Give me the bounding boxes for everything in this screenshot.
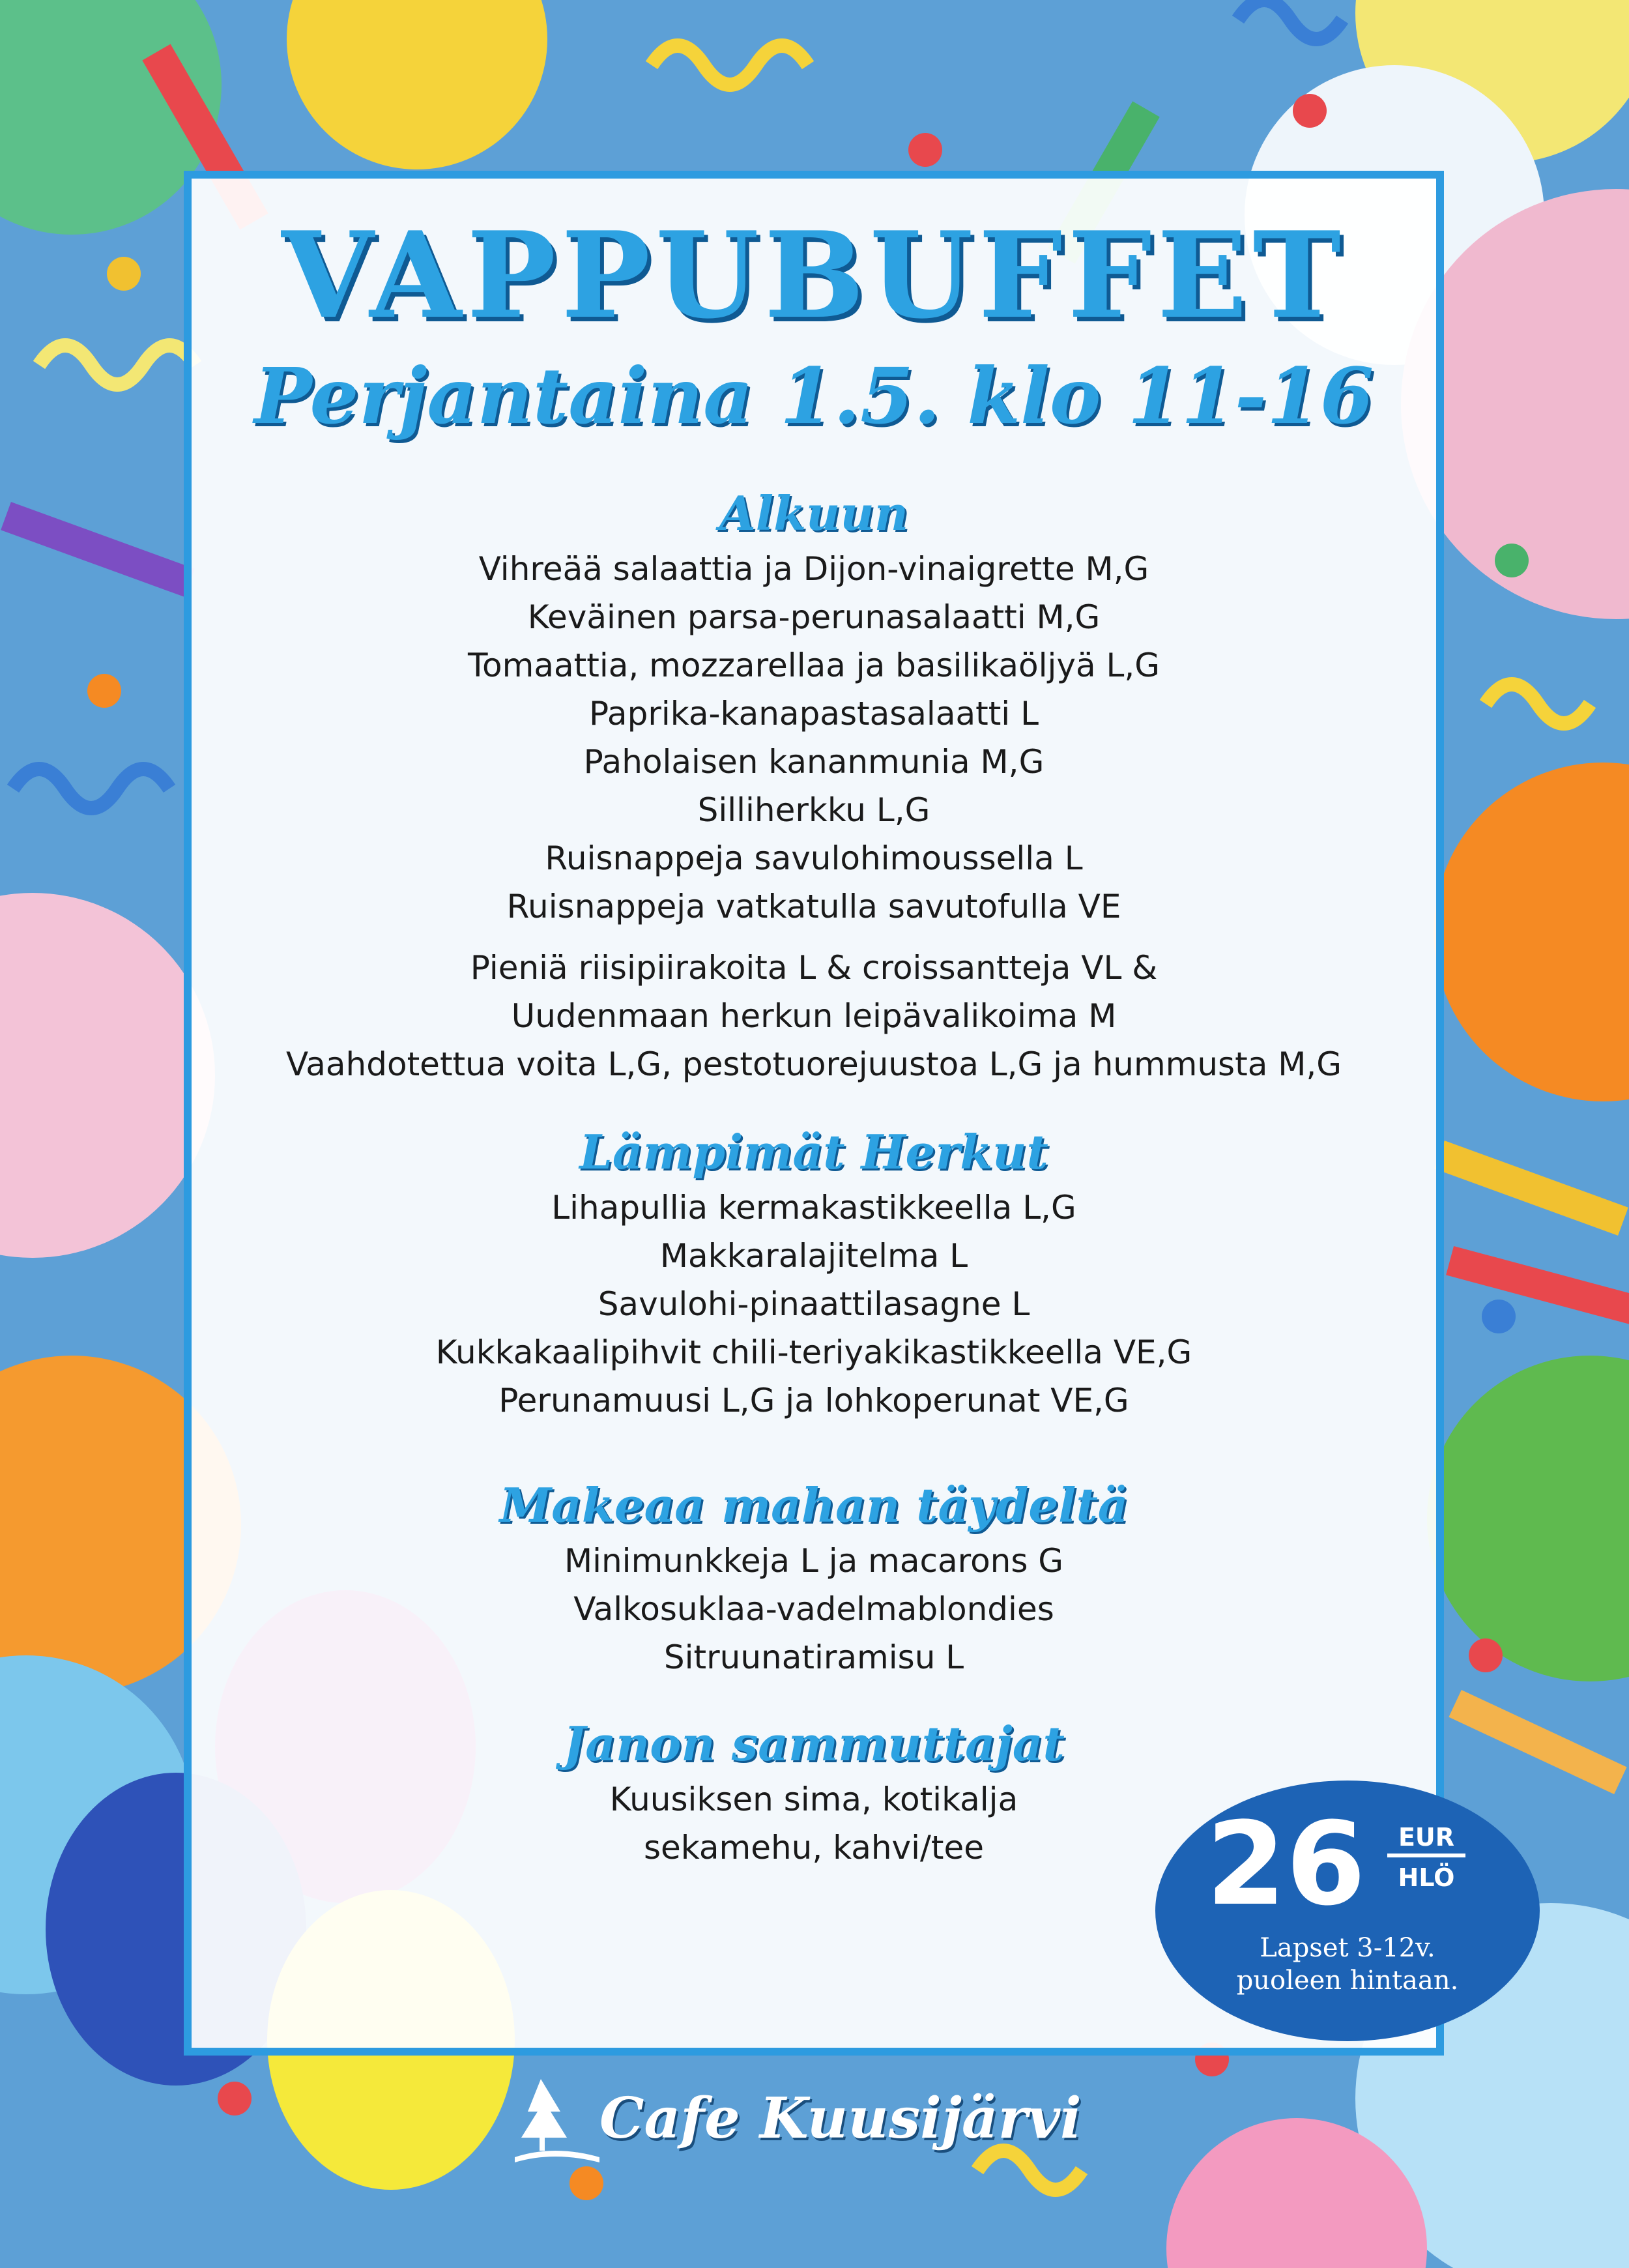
menu-item: Valkosuklaa-vadelmablondies bbox=[573, 1590, 1054, 1628]
kids-price-note bbox=[1181, 1932, 1514, 1997]
candy bbox=[1293, 94, 1327, 128]
poster-subtitle: Perjantaina 1.5. klo 11-16 bbox=[253, 351, 1374, 441]
candy bbox=[1469, 1638, 1503, 1672]
candy bbox=[908, 133, 942, 167]
menu-content bbox=[184, 171, 1444, 1872]
menu-item: Paprika-kanapastasalaatti L bbox=[589, 695, 1039, 733]
section-heading-starters: Alkuun bbox=[719, 486, 909, 541]
candy bbox=[87, 674, 121, 708]
tree-landscape-icon bbox=[515, 2072, 599, 2170]
poster-title: VAPPUBUFFET bbox=[281, 205, 1346, 345]
menu-item: Pieniä riisipiirakoita L & croissantteja VL & bbox=[470, 949, 1158, 987]
candy bbox=[1482, 1300, 1516, 1333]
cafe-logo bbox=[515, 2072, 1140, 2170]
cafe-name: Cafe Kuusijärvi bbox=[599, 2086, 1082, 2151]
menu-item: Paholaisen kananmunia M,G bbox=[583, 743, 1045, 781]
menu-item: Savulohi-pinaattilasagne L bbox=[598, 1285, 1030, 1323]
kids-note-line: puoleen hintaan. bbox=[1236, 1966, 1459, 1996]
menu-item: Uudenmaan herkun leipävalikoima M bbox=[511, 997, 1117, 1035]
price-currency: EUR bbox=[1387, 1821, 1465, 1857]
menu-item: Vihreää salaattia ja Dijon-vinaigrette M,G bbox=[478, 550, 1149, 588]
section-heading-warm: Lämpimät Herkut bbox=[579, 1124, 1048, 1180]
menu-item: Sitruunatiramisu L bbox=[663, 1638, 964, 1676]
section-heading-dessert: Makeaa mahan täydeltä bbox=[499, 1477, 1129, 1533]
menu-item: sekamehu, kahvi/tee bbox=[643, 1829, 985, 1867]
candy bbox=[218, 2082, 252, 2115]
candy bbox=[1495, 544, 1529, 577]
menu-item: Makkaralajitelma L bbox=[659, 1237, 968, 1275]
menu-item: Ruisnappeja savulohimoussella L bbox=[545, 839, 1083, 877]
candy bbox=[569, 2166, 603, 2200]
price-unit: HLÖ bbox=[1398, 1863, 1455, 1892]
kids-note-line: Lapset 3-12v. bbox=[1260, 1933, 1435, 1963]
menu-item: Kuusiksen sima, kotikalja bbox=[609, 1781, 1018, 1818]
section-heading-drinks: Janon sammuttajat bbox=[563, 1716, 1065, 1771]
menu-item: Kukkakaalipihvit chili-teriyakikastikkeella VE,G bbox=[435, 1333, 1192, 1371]
menu-item: Vaahdotettua voita L,G, pestotuorejuustoa L,G ja hummusta M,G bbox=[285, 1045, 1342, 1083]
menu-item: Ruisnappeja vatkatulla savutofulla VE bbox=[506, 888, 1121, 925]
menu-item: Keväinen parsa-perunasalaatti M,G bbox=[527, 598, 1101, 636]
menu-item: Lihapullia kermakastikkeella L,G bbox=[551, 1189, 1076, 1227]
menu-item: Silliherkku L,G bbox=[697, 791, 930, 829]
menu-item: Tomaattia, mozzarellaa ja basilikaöljyä L,G bbox=[468, 647, 1160, 684]
candy bbox=[107, 257, 141, 291]
price-amount: 26 bbox=[1206, 1797, 1366, 1931]
menu-item: Minimunkkeja L ja macarons G bbox=[564, 1542, 1064, 1580]
price-badge bbox=[1155, 1781, 1540, 2041]
menu-item: Perunamuusi L,G ja lohkoperunat VE,G bbox=[498, 1382, 1129, 1419]
